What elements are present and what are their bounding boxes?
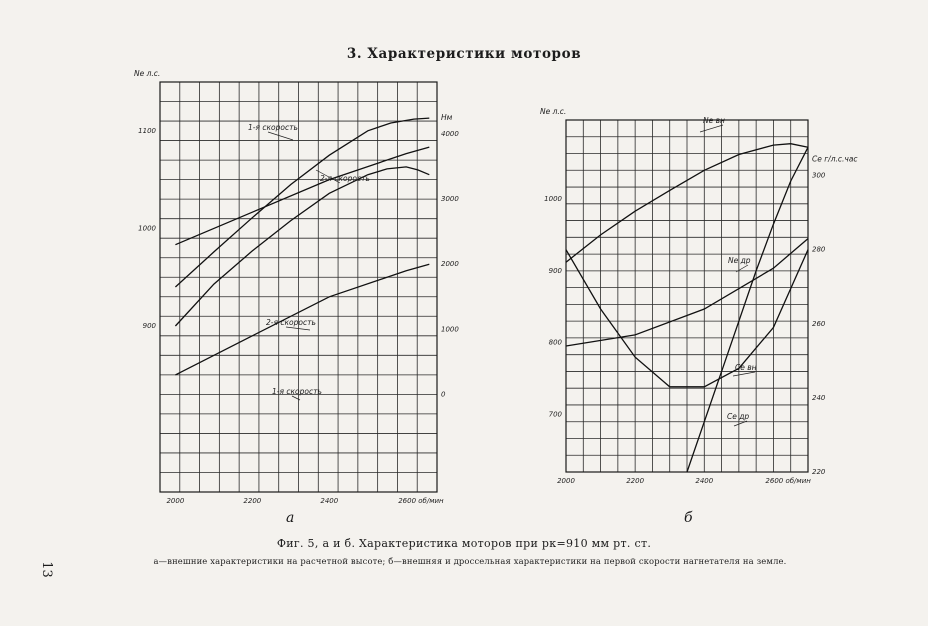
right-axis-tick-label: 0 xyxy=(441,390,446,399)
x-tick-label: 2200 xyxy=(243,497,262,505)
right-axis-tick-label: 220 xyxy=(812,468,826,476)
series-label-a-0: 1-я скорость xyxy=(248,123,298,132)
series-line-b-1 xyxy=(687,147,808,472)
page-number: 13 xyxy=(38,561,54,578)
right-axis-label: Нм xyxy=(441,113,453,123)
series-label-b-0: Ne вн xyxy=(703,116,725,125)
series-label-a-3: 1-я скорость xyxy=(272,387,322,396)
series-label-b-2: Ce вн xyxy=(735,363,757,372)
series-line-a-0 xyxy=(175,118,429,287)
right-axis-tick-label: 260 xyxy=(812,319,826,328)
figure-letter-b: б xyxy=(684,510,693,526)
series-leader-line xyxy=(286,327,310,330)
x-tick-label: 2600 об/мин xyxy=(398,497,444,505)
x-tick-label: 2600 об/мин xyxy=(765,477,811,485)
x-tick-label: 2000 xyxy=(557,477,575,485)
series-label-a-2: 2-я скорость xyxy=(266,318,316,327)
series-line-a-2 xyxy=(175,147,429,245)
left-axis-tick-label: 1000 xyxy=(544,195,562,204)
x-tick-label: 2400 xyxy=(320,497,339,505)
right-axis-tick-label: 240 xyxy=(812,393,826,402)
right-axis-tick-label: 280 xyxy=(812,245,826,254)
right-axis-label: Ce г/л.с.час xyxy=(812,154,858,164)
left-axis-label: Ne л.с. xyxy=(540,107,567,116)
series-label-a-1: 2-я скорость xyxy=(320,174,370,183)
series-leader-line xyxy=(733,372,755,376)
series-leader-line xyxy=(268,132,293,140)
chart-b xyxy=(540,107,858,485)
figure-caption: Фиг. 5, а и б. Характеристика моторов при pк=910 мм рт. ст. xyxy=(276,537,652,550)
left-axis-tick-label: 800 xyxy=(548,338,562,347)
series-label-b-1: Ne др xyxy=(728,256,751,265)
x-tick-label: 2000 xyxy=(166,497,185,505)
right-axis-tick-label: 3000 xyxy=(441,195,459,204)
x-tick-label: 2400 xyxy=(695,477,714,485)
left-axis-tick-label: 700 xyxy=(548,410,562,419)
right-axis-tick-label: 2000 xyxy=(441,260,459,269)
left-axis-tick-label: 900 xyxy=(142,322,156,331)
series-leader-line xyxy=(700,125,723,132)
figure-subcaption: а—внешние характеристики на расчетной высоте; б—внешняя и дроссельная характеристики на первой скорости нагнетателя на земле. xyxy=(153,556,787,566)
page-title: 3. Характеристики моторов xyxy=(346,46,582,62)
left-axis-label: Ne л.с. xyxy=(134,69,161,78)
left-axis-tick-label: 900 xyxy=(548,266,562,275)
left-axis-tick-label: 1100 xyxy=(138,126,156,135)
right-axis-tick-label: 300 xyxy=(812,171,826,180)
left-axis-tick-label: 1000 xyxy=(138,224,156,233)
figure-letter-a: а xyxy=(286,510,295,526)
x-tick-label: 2200 xyxy=(626,477,645,485)
right-axis-tick-label: 4000 xyxy=(441,130,459,139)
series-label-b-3: Ce др xyxy=(727,412,750,421)
right-axis-tick-label: 1000 xyxy=(441,325,459,334)
chart-a xyxy=(134,69,459,505)
